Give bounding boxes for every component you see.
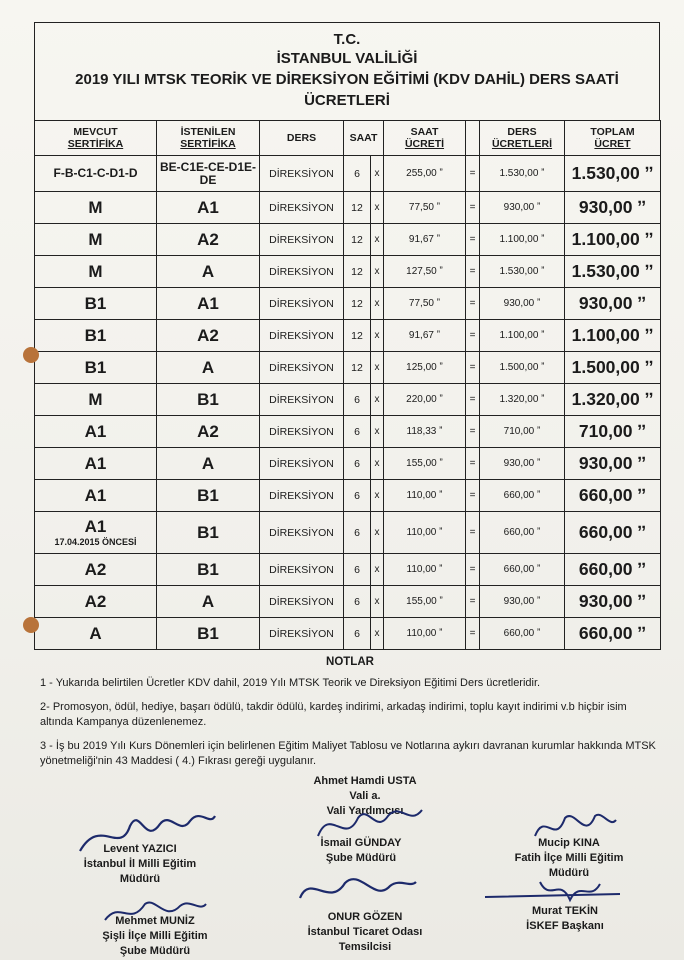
- cell-saat-ucreti: 127,50 ˮ: [384, 256, 466, 288]
- cell-saat: 6: [344, 156, 371, 192]
- sig-name: Mehmet MUNİZ: [115, 915, 195, 927]
- sig-title: Müdürü: [548, 867, 590, 879]
- cell-equals: =: [466, 480, 480, 512]
- cell-istenilen: B1: [157, 618, 260, 650]
- cell-mevcut: A1: [35, 416, 157, 448]
- cell-multiply: x: [371, 192, 384, 224]
- note-2: 2- Promosyon, ödül, hediye, başarı ödülü, takdir ödülü, kardeş indirimi, arkadaş indirimi, toplu kayıt indirimi v.b hiçbir isim altında Kampanya düzenlenemez.: [40, 701, 627, 728]
- cell-saat: 12: [344, 320, 371, 352]
- cell-multiply: x: [371, 384, 384, 416]
- cell-istenilen: A: [157, 256, 260, 288]
- fee-table: [34, 120, 661, 650]
- sig-name: ONUR GÖZEN: [327, 911, 403, 923]
- note-3: 3 - İş bu 2019 Yılı Kurs Dönemleri için belirlenen Eğitim Maliyet Tablosu ve Notlarına aykırı davranan kurumlar hakkında MTSK yönetmeliği'nin 43 Maddesi ( 4.) Fıkrası gereği uygulanır.: [40, 740, 656, 767]
- sig-name: Ahmet Hamdi USTA: [313, 775, 417, 787]
- notes-section: [40, 656, 660, 778]
- cell-saat-ucreti: 110,00 ˮ: [384, 618, 466, 650]
- cell-istenilen: BE-C1E-CE-D1E-DE: [157, 156, 260, 192]
- cell-equals: =: [466, 448, 480, 480]
- col-eq: [466, 121, 480, 156]
- punch-hole: [23, 347, 39, 363]
- cell-saat: 6: [344, 586, 371, 618]
- cell-saat: 12: [344, 224, 371, 256]
- cell-mevcut: M: [35, 256, 157, 288]
- cell-saat: 12: [344, 256, 371, 288]
- document-header: [34, 22, 660, 120]
- cell-toplam: 1.500,00 ˮ: [565, 352, 661, 384]
- cell-ders-ucretleri: 1.530,00 ˮ: [480, 256, 565, 288]
- table-row: [35, 320, 661, 352]
- handwritten-signature-gunday: [310, 796, 430, 856]
- cell-mevcut: A1 17.04.2015 ÖNCESİ: [35, 512, 157, 554]
- cell-equals: =: [466, 156, 480, 192]
- cell-saat-ucreti: 110,00 ˮ: [384, 554, 466, 586]
- cell-toplam: 660,00 ˮ: [565, 618, 661, 650]
- cell-ders-ucretleri: 1.500,00 ˮ: [480, 352, 565, 384]
- cell-ders-ucretleri: 1.100,00 ˮ: [480, 224, 565, 256]
- table-row: [35, 256, 661, 288]
- cell-equals: =: [466, 256, 480, 288]
- sig-name: Mucip KINA: [538, 837, 600, 849]
- cell-toplam: 660,00 ˮ: [565, 480, 661, 512]
- cell-equals: =: [466, 320, 480, 352]
- cell-multiply: x: [371, 586, 384, 618]
- notes-title: NOTLAR: [326, 656, 374, 668]
- cell-ders: DİREKSİYON: [260, 448, 344, 480]
- col-saat: SAAT: [344, 121, 384, 156]
- cell-toplam: 1.530,00 ˮ: [565, 256, 661, 288]
- cell-toplam: 930,00 ˮ: [565, 288, 661, 320]
- cell-equals: =: [466, 554, 480, 586]
- cell-istenilen: A2: [157, 224, 260, 256]
- cell-ders-ucretleri: 930,00 ˮ: [480, 288, 565, 320]
- cell-ders: DİREKSİYON: [260, 480, 344, 512]
- cell-toplam: 1.320,00 ˮ: [565, 384, 661, 416]
- cell-multiply: x: [371, 256, 384, 288]
- table-row: [35, 352, 661, 384]
- table-row: [35, 448, 661, 480]
- cell-saat-ucreti: 91,67 ˮ: [384, 320, 466, 352]
- sig-title: Şişli İlçe Milli Eğitim: [102, 930, 208, 942]
- header-governorship: İSTANBUL VALİLİĞİ: [276, 50, 418, 67]
- cell-equals: =: [466, 288, 480, 320]
- cell-istenilen: B1: [157, 480, 260, 512]
- cell-toplam: 930,00 ˮ: [565, 448, 661, 480]
- cell-equals: =: [466, 512, 480, 554]
- cell-mevcut: M: [35, 192, 157, 224]
- cell-equals: =: [466, 618, 480, 650]
- cell-toplam: 930,00 ˮ: [565, 586, 661, 618]
- cell-ders-ucretleri: 930,00 ˮ: [480, 586, 565, 618]
- handwritten-signature-gozen: [290, 868, 420, 913]
- sig-title: Vali Yardımcısı: [326, 805, 404, 817]
- cell-equals: =: [466, 416, 480, 448]
- cell-multiply: x: [371, 156, 384, 192]
- col-toplam-ucret: TOPLAM ÜCRET: [565, 121, 661, 156]
- table-row: [35, 416, 661, 448]
- sig-title: Şube Müdürü: [325, 852, 397, 864]
- table-row: [35, 224, 661, 256]
- cell-saat-ucreti: 155,00 ˮ: [384, 586, 466, 618]
- cell-toplam: 660,00 ˮ: [565, 554, 661, 586]
- table-row: [35, 586, 661, 618]
- handwritten-signature-yazici: [70, 796, 220, 866]
- table-row: [35, 512, 661, 554]
- header-tc: T.C.: [333, 31, 361, 48]
- cell-ders: DİREKSİYON: [260, 224, 344, 256]
- sig-name: İsmail GÜNDAY: [320, 837, 402, 849]
- cell-istenilen: B1: [157, 384, 260, 416]
- sig-title: Müdürü: [119, 873, 161, 885]
- sig-title: İstanbul Ticaret Odası: [307, 926, 423, 938]
- cell-saat-ucreti: 110,00 ˮ: [384, 512, 466, 554]
- table-row: [35, 480, 661, 512]
- table-row: [35, 288, 661, 320]
- cell-ders: DİREKSİYON: [260, 618, 344, 650]
- cell-saat-ucreti: 255,00 ˮ: [384, 156, 466, 192]
- table-row: [35, 384, 661, 416]
- cell-istenilen: A: [157, 352, 260, 384]
- cell-istenilen: A2: [157, 320, 260, 352]
- cell-saat-ucreti: 110,00 ˮ: [384, 480, 466, 512]
- cell-multiply: x: [371, 448, 384, 480]
- sig-title: Fatih İlçe Milli Eğitim: [514, 852, 624, 864]
- cell-ders: DİREKSİYON: [260, 416, 344, 448]
- cell-multiply: x: [371, 480, 384, 512]
- col-istenilen-sertifika: İSTENİLEN SERTİFİKA: [157, 121, 260, 156]
- sig-title: Temsilcisi: [338, 941, 392, 953]
- table-row: [35, 192, 661, 224]
- header-title: 2019 YILI MTSK TEORİK VE DİREKSİYON EĞİTİMİ (KDV DAHİL) DERS SAATİ ÜCRETLERİ: [75, 71, 619, 109]
- cell-mevcut: A1: [35, 448, 157, 480]
- cell-mevcut: B1: [35, 288, 157, 320]
- cell-ders: DİREKSİYON: [260, 156, 344, 192]
- cell-ders: DİREKSİYON: [260, 192, 344, 224]
- cell-saat-ucreti: 220,00 ˮ: [384, 384, 466, 416]
- sig-title: İstanbul İl Milli Eğitim: [83, 858, 197, 870]
- cell-istenilen: A1: [157, 288, 260, 320]
- cell-ders: DİREKSİYON: [260, 288, 344, 320]
- cell-mevcut: A2: [35, 554, 157, 586]
- cell-toplam: 660,00 ˮ: [565, 512, 661, 554]
- cell-saat-ucreti: 77,50 ˮ: [384, 288, 466, 320]
- cell-mevcut: B1: [35, 320, 157, 352]
- cell-saat-ucreti: 155,00 ˮ: [384, 448, 466, 480]
- cell-saat-ucreti: 125,00 ˮ: [384, 352, 466, 384]
- cell-saat: 6: [344, 480, 371, 512]
- cell-multiply: x: [371, 416, 384, 448]
- cell-ders: DİREKSİYON: [260, 512, 344, 554]
- cell-istenilen: A2: [157, 416, 260, 448]
- cell-ders: DİREKSİYON: [260, 586, 344, 618]
- cell-istenilen: A1: [157, 192, 260, 224]
- cell-istenilen: B1: [157, 554, 260, 586]
- cell-mevcut: B1: [35, 352, 157, 384]
- cell-mevcut: M: [35, 224, 157, 256]
- table-row: [35, 618, 661, 650]
- cell-toplam: 1.530,00 ˮ: [565, 156, 661, 192]
- cell-multiply: x: [371, 224, 384, 256]
- cell-toplam: 1.100,00 ˮ: [565, 224, 661, 256]
- note-1: 1 - Yukarıda belirtilen Ücretler KDV dahil, 2019 Yılı MTSK Teorik ve Direksiyon Eğitimi Ders ücretleridir.: [40, 677, 541, 689]
- cell-multiply: x: [371, 554, 384, 586]
- cell-mevcut: A2: [35, 586, 157, 618]
- cell-saat: 6: [344, 384, 371, 416]
- cell-saat: 12: [344, 288, 371, 320]
- sig-title: Şube Müdürü: [119, 945, 191, 957]
- cell-ders-ucretleri: 930,00 ˮ: [480, 192, 565, 224]
- cell-istenilen: A: [157, 448, 260, 480]
- cell-mevcut: M: [35, 384, 157, 416]
- cell-mevcut: F-B-C1-C-D1-D: [35, 156, 157, 192]
- cell-mevcut: A1: [35, 480, 157, 512]
- sig-title: İSKEF Başkanı: [526, 920, 604, 932]
- table-row: [35, 554, 661, 586]
- cell-equals: =: [466, 384, 480, 416]
- cell-saat-ucreti: 91,67 ˮ: [384, 224, 466, 256]
- cell-saat: 6: [344, 618, 371, 650]
- cell-saat: 6: [344, 448, 371, 480]
- col-mevcut-sertifika: MEVCUT SERTİFİKA: [35, 121, 157, 156]
- cell-istenilen: B1: [157, 512, 260, 554]
- cell-istenilen: A: [157, 586, 260, 618]
- cell-ders-ucretleri: 660,00 ˮ: [480, 554, 565, 586]
- cell-saat: 6: [344, 554, 371, 586]
- handwritten-signature-mehmet: [100, 892, 210, 932]
- cell-ders: DİREKSİYON: [260, 384, 344, 416]
- mevcut-date-note: 17.04.2015 ÖNCESİ: [54, 537, 137, 547]
- cell-ders: DİREKSİYON: [260, 320, 344, 352]
- sig-name: Murat TEKİN: [532, 905, 598, 917]
- cell-ders-ucretleri: 1.320,00 ˮ: [480, 384, 565, 416]
- col-ders-ucretleri: DERS ÜCRETLERİ: [480, 121, 565, 156]
- cell-ders: DİREKSİYON: [260, 352, 344, 384]
- cell-ders-ucretleri: 660,00 ˮ: [480, 480, 565, 512]
- cell-ders-ucretleri: 660,00 ˮ: [480, 618, 565, 650]
- cell-toplam: 1.100,00 ˮ: [565, 320, 661, 352]
- col-saat-ucreti: SAAT ÜCRETİ: [384, 121, 466, 156]
- col-ders: DERS: [260, 121, 344, 156]
- cell-saat: 6: [344, 512, 371, 554]
- cell-ders-ucretleri: 1.100,00 ˮ: [480, 320, 565, 352]
- punch-hole: [23, 617, 39, 633]
- cell-saat-ucreti: 77,50 ˮ: [384, 192, 466, 224]
- cell-ders: DİREKSİYON: [260, 554, 344, 586]
- cell-multiply: x: [371, 288, 384, 320]
- handwritten-signature-tekin: [480, 872, 630, 912]
- table-header-row: [35, 121, 661, 156]
- cell-toplam: 710,00 ˮ: [565, 416, 661, 448]
- sig-name: Levent YAZICI: [103, 843, 177, 855]
- cell-ders-ucretleri: 660,00 ˮ: [480, 512, 565, 554]
- cell-ders-ucretleri: 1.530,00 ˮ: [480, 156, 565, 192]
- cell-mevcut: A: [35, 618, 157, 650]
- cell-saat: 6: [344, 416, 371, 448]
- cell-equals: =: [466, 224, 480, 256]
- cell-equals: =: [466, 192, 480, 224]
- signature-block-gozen: [290, 910, 440, 955]
- cell-ders-ucretleri: 930,00 ˮ: [480, 448, 565, 480]
- cell-equals: =: [466, 352, 480, 384]
- cell-saat-ucreti: 118,33 ˮ: [384, 416, 466, 448]
- cell-toplam: 930,00 ˮ: [565, 192, 661, 224]
- cell-multiply: x: [371, 618, 384, 650]
- cell-equals: =: [466, 586, 480, 618]
- sig-title: Vali a.: [349, 790, 381, 802]
- handwritten-signature-kina: [530, 806, 620, 856]
- table-row: [35, 156, 661, 192]
- cell-saat: 12: [344, 192, 371, 224]
- cell-multiply: x: [371, 352, 384, 384]
- cell-saat: 12: [344, 352, 371, 384]
- cell-ders: DİREKSİYON: [260, 256, 344, 288]
- cell-multiply: x: [371, 320, 384, 352]
- cell-multiply: x: [371, 512, 384, 554]
- cell-ders-ucretleri: 710,00 ˮ: [480, 416, 565, 448]
